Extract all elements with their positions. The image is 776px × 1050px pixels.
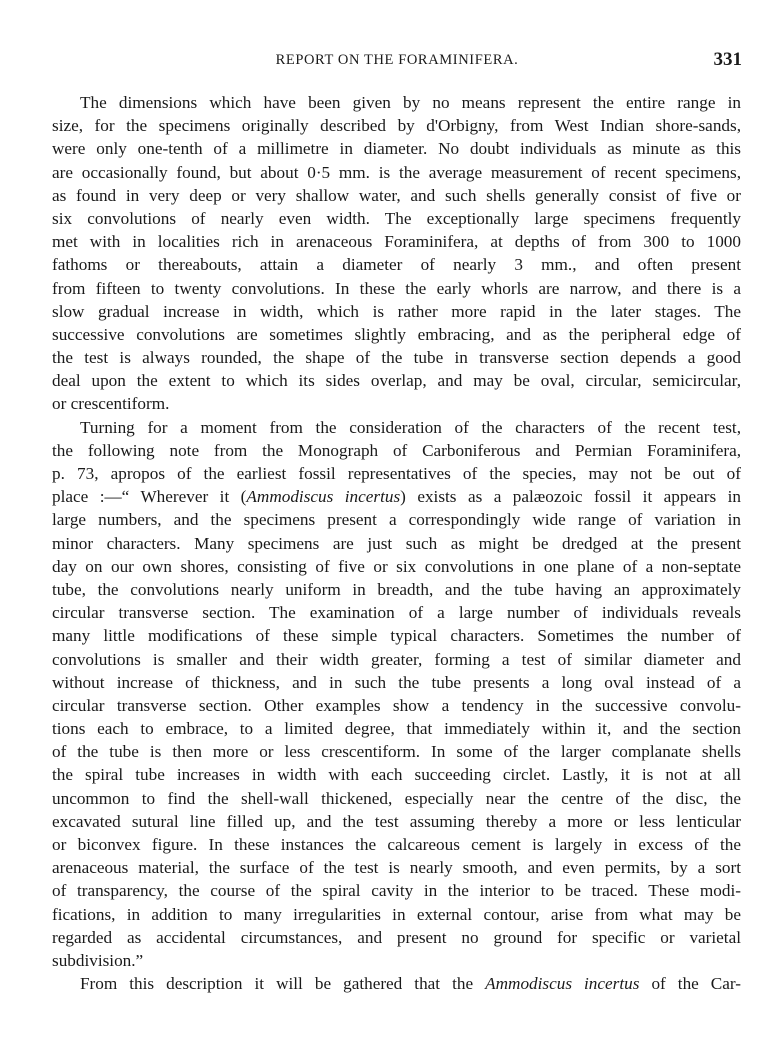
paragraph [52,416,741,973]
text-run: The dimensions which have been given by no means represent the entire range in [80,93,741,112]
text-line [52,648,741,671]
line-content [52,184,741,207]
text-run: the test is always rounded, the shape of the tube in transverse section depends a good [52,348,741,368]
text-line [52,810,741,833]
line-content [52,462,741,485]
line-content [52,346,741,369]
text-run: arenaceous material, the surface of the test is nearly smooth, and even permits, by a sort [52,858,741,878]
paragraph [52,91,741,416]
line-content [52,300,741,323]
text-line [52,856,741,879]
text-line [52,903,741,926]
running-title: REPORT ON THE FORAMINIFERA. [275,52,519,68]
text-run: circular transverse section. The examination of a large number of individuals reveals [52,603,741,623]
text-line [52,369,741,392]
text-line [52,717,741,740]
text-run: were only one-tenth of a millimetre in diameter. No doubt individuals as minute as this [52,139,741,159]
text-line [52,671,741,694]
line-content [52,439,741,462]
text-line [52,277,741,300]
text-run: size, for the specimens originally described by d'Orbigny, from West Indian shore-sands, [52,116,741,136]
line-content [52,392,741,415]
text-run: subdivision.” [52,950,144,970]
text-line [52,532,741,555]
text-line [52,508,741,531]
line-content [52,833,741,856]
line-content [52,578,741,601]
text-run: excavated sutural line filled up, and the test assuming thereby a more or less lenticular [52,811,741,831]
line-content [52,810,741,833]
text-line [52,624,741,647]
text-run: tube, the convolutions nearly uniform in breadth, and the tube having an approximately [52,579,741,599]
line-content [52,949,741,972]
line-content [52,555,741,578]
text-run: minor characters. Many specimens are just such as might be dredged at the present [52,533,741,553]
text-run: successive convolutions are sometimes slightly embracing, and as the peripheral edge of [52,324,741,344]
text-run: circular transverse section. Other examples show a tendency in the successive convolu- [52,695,741,715]
text-line [52,833,741,856]
line-content [52,601,741,624]
paragraph [52,972,741,995]
italic-taxon-name: Ammodiscus incertus [246,487,401,507]
line-content [52,253,741,276]
text-line [52,787,741,810]
text-line [52,137,741,160]
line-content [52,508,741,531]
line-content [52,717,741,740]
line-content [52,207,741,230]
text-line [52,392,741,415]
text-line [52,161,741,184]
page-number: 331 [713,49,742,70]
text-line [52,114,741,137]
line-content [80,972,741,995]
line-content [52,369,741,392]
text-run: deal upon the extent to which its sides overlap, and may be oval, circular, semicircular, [52,371,741,391]
line-content [52,137,741,160]
text-line [52,323,741,346]
body-text [52,91,741,995]
text-line [52,972,741,995]
text-run: six convolutions of nearly even width. The exceptionally large specimens frequently [52,208,741,228]
text-run: of transparency, the course of the spiral cavity in the interior to be traced. These modi- [52,881,741,901]
text-run: the spiral tube increases in width with each succeeding circlet. Lastly, it is not at all [52,765,741,785]
text-run: slow gradual increase in width, which is rather more rapid in the later stages. The [52,301,741,321]
text-line [52,416,741,439]
line-content [52,856,741,879]
text-line [52,740,741,763]
text-run: met with in localities rich in arenaceous Foraminifera, at depths of from 300 to 1000 [52,232,741,252]
text-line [52,300,741,323]
text-run: without increase of thickness, and in such the tube presents a long oval instead of a [52,672,741,692]
text-line [52,439,741,462]
italic-taxon-name: Ammodiscus incertus [485,974,640,994]
text-run: of the tube is then more or less crescentiform. In some of the larger complanate shells [52,742,741,762]
text-run: or crescentiform. [52,394,170,414]
line-content [52,323,741,346]
text-line [52,91,741,114]
line-content [52,277,741,300]
text-line [52,694,741,717]
text-run: Turning for a moment from the consideration of the characters of the recent test, [80,417,741,437]
text-line [52,485,741,508]
text-line [52,207,741,230]
text-line [52,184,741,207]
text-run: p. 73, apropos of the earliest fossil representatives of the species, may not be out of [52,464,741,483]
line-content [52,161,741,184]
text-line [52,879,741,902]
text-run: day on our own shores, consisting of five or six convolutions in one plane of a non-septate [52,556,741,576]
line-content [52,763,741,786]
text-run: the following note from the Monograph of Carboniferous and Permian Foraminifera, [52,440,741,460]
text-run: tions each to embrace, to a limited degree, that immediately within it, and the section [52,719,741,739]
text-line [52,230,741,253]
line-content [52,740,741,763]
text-run: large numbers, and the specimens present a correspondingly wide range of variation in [52,510,741,530]
text-line [52,253,741,276]
line-content [52,787,741,810]
text-line [52,346,741,369]
line-content [52,694,741,717]
line-content [52,903,741,926]
line-content [80,416,741,439]
text-run: as found in very deep or very shallow water, and such shells generally consist of five or [52,185,741,205]
text-line [52,601,741,624]
text-run: ) exists as a palæozoic fossil it appears in [400,487,741,507]
text-line [52,555,741,578]
line-content [52,230,741,253]
line-content [52,485,741,508]
line-content [52,926,741,949]
text-run: fathoms or thereabouts, attain a diameter of nearly 3 mm., and often present [52,255,741,275]
text-run: or biconvex figure. In these instances the calcareous cement is largely in excess of the [52,835,741,854]
text-run: fications, in addition to many irregularities in external contour, arise from what may be [52,904,741,924]
text-line [52,949,741,972]
text-line [52,763,741,786]
text-run: of the Car- [639,974,742,994]
line-content [52,114,741,137]
line-content [52,532,741,555]
line-content [80,91,741,114]
text-line [52,578,741,601]
line-content [52,671,741,694]
text-run: are occasionally found, but about 0·5 mm. is the average measurement of recent specimens, [52,162,741,182]
text-run: from fifteen to twenty convolutions. In these the early whorls are narrow, and there is a [52,278,741,298]
text-run: uncommon to find the shell-wall thickened, especially near the centre of the disc, the [52,788,741,808]
text-run: From this description it will be gathered that the [80,974,486,994]
text-line [52,926,741,949]
page-header [52,49,742,73]
line-content [52,879,741,902]
text-run: place :—“ Wherever it ( [52,487,247,507]
text-line [52,462,741,485]
text-run: regarded as accidental circumstances, and present no ground for specific or varietal [52,927,741,947]
text-run: many little modifications of these simple typical characters. Sometimes the number of [52,626,741,646]
line-content [52,648,741,671]
line-content [52,624,741,647]
text-run: convolutions is smaller and their width greater, forming a test of similar diameter and [52,649,741,669]
